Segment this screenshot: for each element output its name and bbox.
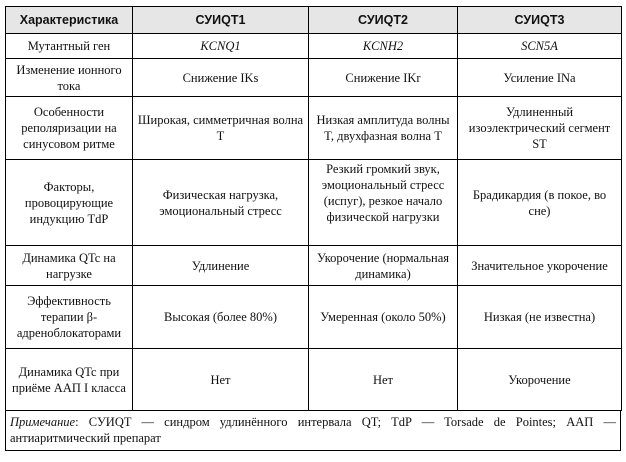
row-label-repolarization: Особенности реполяризации на синусовом ритме (6, 97, 133, 160)
row-label-gene: Мутантный ген (6, 34, 133, 59)
cell-aad-lqt3: Укорочение (458, 349, 622, 411)
footnote-text: : СУИQT — синдром удлинённого интервала QT; TdP — Torsade de Pointes; ААП — антиаритмический препарат (10, 415, 616, 445)
row-label-qtc-exercise: Динамика QTc на нагрузке (6, 246, 133, 286)
cell-triggers-lqt1: Физическая нагрузка, эмоциональный стресс (133, 160, 309, 246)
cell-ion-lqt3: Усиление INa (458, 59, 622, 97)
cell-beta-lqt2: Умеренная (около 50%) (309, 286, 458, 349)
cell-repol-lqt1: Широкая, симметричная волна T (133, 97, 309, 160)
table-row (6, 34, 622, 59)
cell-triggers-lqt3: Брадикардия (в покое, во сне) (458, 160, 622, 246)
header-lqt2: СУИQT2 (309, 7, 458, 34)
table-row (6, 97, 622, 160)
cell-ion-lqt2: Снижение IKr (309, 59, 458, 97)
table-row (6, 246, 622, 286)
cell-repol-lqt2: Низкая амплитуда волны T, двухфазная волна T (309, 97, 458, 160)
cell-gene-lqt3: SCN5A (458, 34, 622, 59)
header-lqt1: СУИQT1 (133, 7, 309, 34)
row-label-tdp-triggers: Факторы, провоцирующие индукцию TdP (6, 160, 133, 246)
footnote-label: Примечание (10, 415, 76, 429)
cell-aad-lqt1: Нет (133, 349, 309, 411)
table-row (6, 286, 622, 349)
row-label-ion-current: Изменение ионного тока (6, 59, 133, 97)
cell-gene-lqt1: KCNQ1 (133, 34, 309, 59)
cell-beta-lqt3: Низкая (не известна) (458, 286, 622, 349)
cell-qtc-exercise-lqt3: Значительное укорочение (458, 246, 622, 286)
header-characteristic: Характеристика (6, 7, 133, 34)
cell-repol-lqt3: Удлиненный изоэлектрический сегмент ST (458, 97, 622, 160)
cell-triggers-lqt2: Резкий громкий звук, эмоциональный стресс (испуг), резкое начало физической нагрузки (309, 160, 458, 246)
cell-aad-lqt2: Нет (309, 349, 458, 411)
cell-qtc-exercise-lqt1: Удлинение (133, 246, 309, 286)
cell-ion-lqt1: Снижение IKs (133, 59, 309, 97)
table-footnote (5, 410, 621, 451)
row-label-beta-blockers: Эффективность терапии β-адреноблокаторами (6, 286, 133, 349)
cell-qtc-exercise-lqt2: Укорочение (нормальная динамика) (309, 246, 458, 286)
header-lqt3: СУИQT3 (458, 7, 622, 34)
table-row (6, 59, 622, 97)
row-label-qtc-aad: Динамика QTc при приёме ААП I класса (6, 349, 133, 411)
cell-gene-lqt2: KCNH2 (309, 34, 458, 59)
table-row (6, 349, 622, 411)
cell-beta-lqt1: Высокая (более 80%) (133, 286, 309, 349)
table-row (6, 160, 622, 246)
table-header-row (6, 7, 622, 34)
comparison-table (5, 6, 622, 411)
